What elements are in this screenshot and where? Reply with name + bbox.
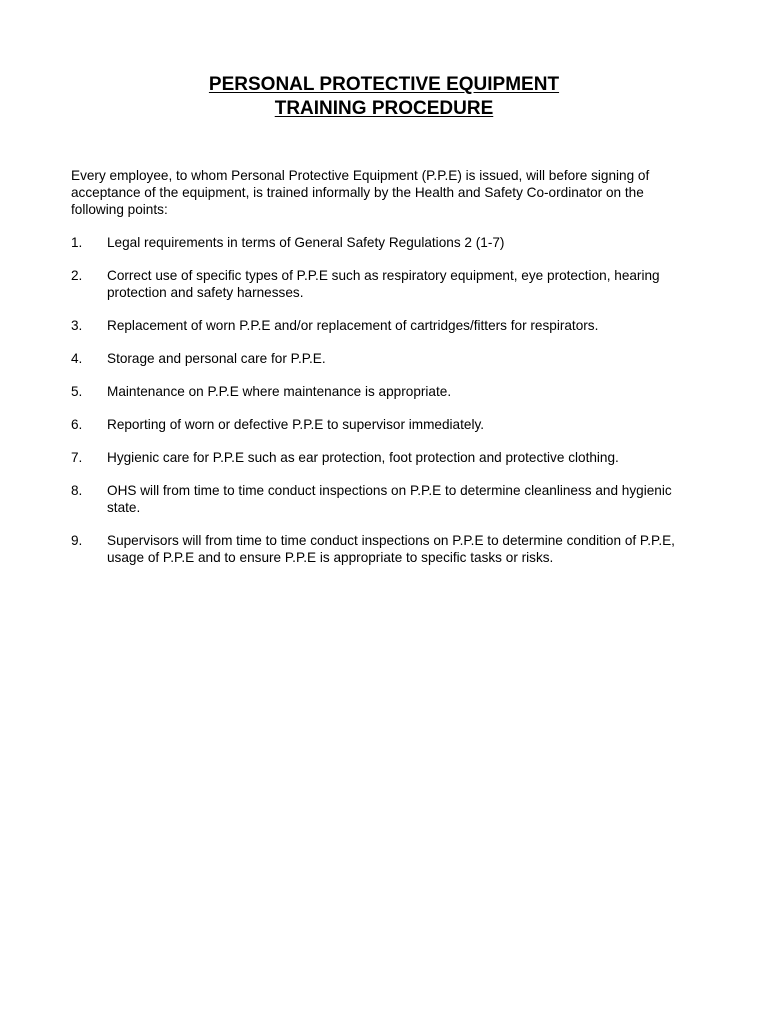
document-title bbox=[0, 73, 768, 121]
list-item-number: 3. bbox=[71, 318, 83, 333]
list-item bbox=[71, 234, 696, 251]
list-item-text: OHS will from time to time conduct inspections on P.P.E to determine cleanliness and hygienic state. bbox=[107, 483, 672, 515]
intro-paragraph: Every employee, to whom Personal Protective Equipment (P.P.E) is issued, will before signing of acceptance of the equipment, is trained informally by the Health and Safety Co-ordinator on the following points: bbox=[71, 168, 650, 217]
list-item bbox=[71, 383, 696, 400]
list-item-number: 6. bbox=[71, 417, 83, 432]
list-item bbox=[71, 482, 696, 516]
list-item-number: 1. bbox=[71, 235, 83, 250]
list-item bbox=[71, 449, 696, 466]
list-item-number: 5. bbox=[71, 384, 83, 399]
list-item-text: Hygienic care for P.P.E such as ear protection, foot protection and protective clothing. bbox=[107, 450, 619, 465]
list-item-text: Legal requirements in terms of General Safety Regulations 2 (1-7) bbox=[107, 235, 505, 250]
list-item-number: 9. bbox=[71, 533, 83, 548]
title-line-2: TRAINING PROCEDURE bbox=[274, 98, 494, 119]
list-item-text: Replacement of worn P.P.E and/or replacement of cartridges/fitters for respirators. bbox=[107, 318, 599, 333]
list-item-text: Supervisors will from time to time conduct inspections on P.P.E to determine condition of P.P.E, usage of P.P.E and to ensure P.P.E is appropriate to specific tasks or risks. bbox=[107, 533, 675, 565]
list-item-text: Maintenance on P.P.E where maintenance is appropriate. bbox=[107, 384, 452, 399]
list-item bbox=[71, 416, 696, 433]
list-item-number: 7. bbox=[71, 450, 83, 465]
list-item-text: Reporting of worn or defective P.P.E to supervisor immediately. bbox=[107, 417, 485, 432]
list-item bbox=[71, 350, 696, 367]
list-item-number: 8. bbox=[71, 483, 83, 498]
list-item-number: 4. bbox=[71, 351, 83, 366]
list-item-text: Correct use of specific types of P.P.E such as respiratory equipment, eye protection, hearing protection and safety harnesses. bbox=[107, 268, 660, 300]
title-line-1: PERSONAL PROTECTIVE EQUIPMENT bbox=[208, 74, 560, 95]
list-item bbox=[71, 532, 696, 566]
list-item bbox=[71, 267, 696, 301]
list-item-number: 2. bbox=[71, 268, 83, 283]
training-points-list bbox=[71, 234, 696, 582]
list-item bbox=[71, 317, 696, 334]
list-item-text: Storage and personal care for P.P.E. bbox=[107, 351, 326, 366]
